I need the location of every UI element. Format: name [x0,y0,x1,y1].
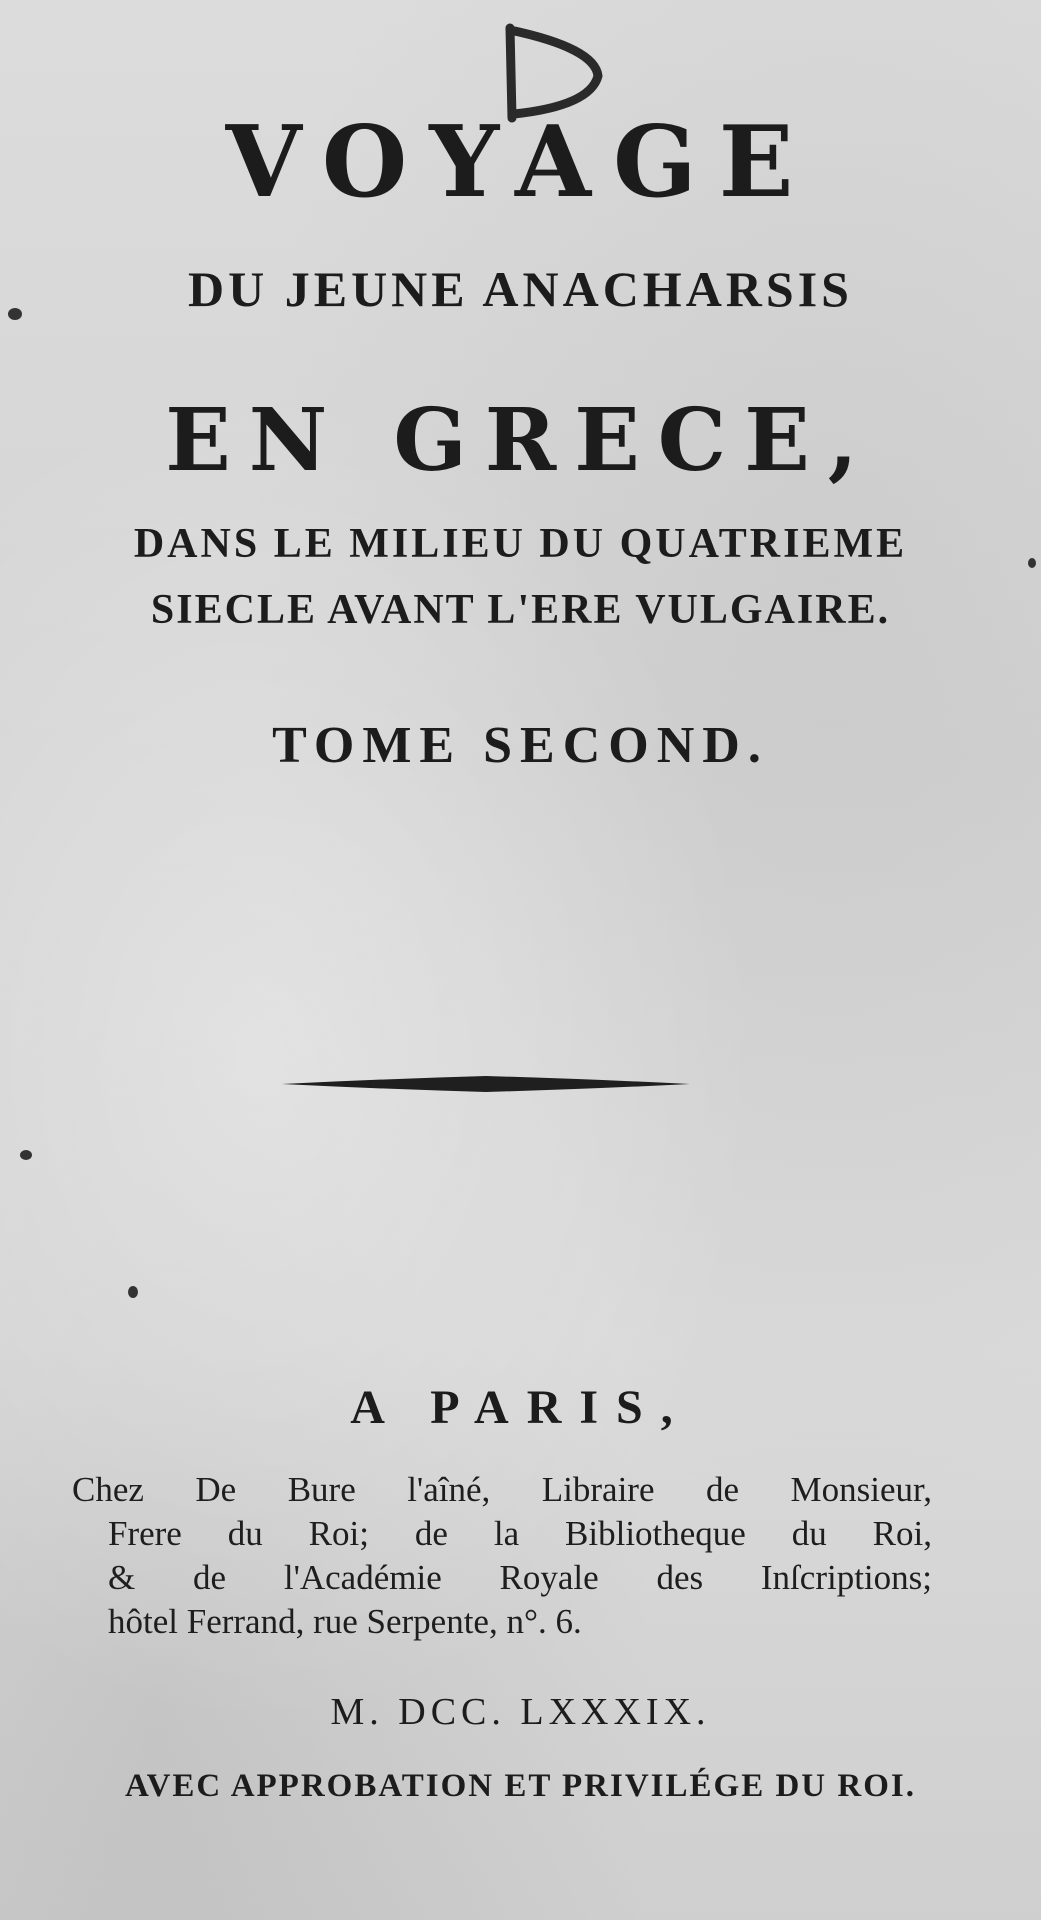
subtitle-line-4: SIECLE AVANT L'ERE VULGAIRE. [150,587,891,633]
imprint-line: hôtel Ferrand, rue Serpente, n°. 6. [108,1602,582,1641]
publication-place: A PARIS, [350,1381,691,1434]
subtitle-line-2: EN GRECE, [165,390,876,491]
subtitle-line-1: DU JEUNE ANACHARSIS [188,261,853,317]
volume-label: TOME SECOND. [272,717,769,774]
ink-speck [128,1286,138,1298]
ornamental-rule [282,1070,690,1098]
ink-speck [1028,558,1036,568]
imprint-line: Frere du Roi; de la Bibliotheque du Roi, [108,1514,932,1553]
imprint-line: Chez De Bure l'aîné, Libraire de Monsieur, [72,1470,932,1509]
ink-speck [20,1150,32,1160]
subtitle-line-3: DANS LE MILIEU DU QUATRIEME [133,521,908,567]
publisher-imprint [72,1468,932,1644]
book-title: VOYAGE [225,105,816,220]
imprint-line: & de l'Académie Royale des Inſcriptions; [108,1558,932,1597]
royal-privilege-line: AVEC APPROBATION ET PRIVILÉGE DU ROI. [125,1768,916,1804]
ink-speck [8,308,22,320]
publication-date: M. DCC. LXXXIX. [330,1691,711,1733]
